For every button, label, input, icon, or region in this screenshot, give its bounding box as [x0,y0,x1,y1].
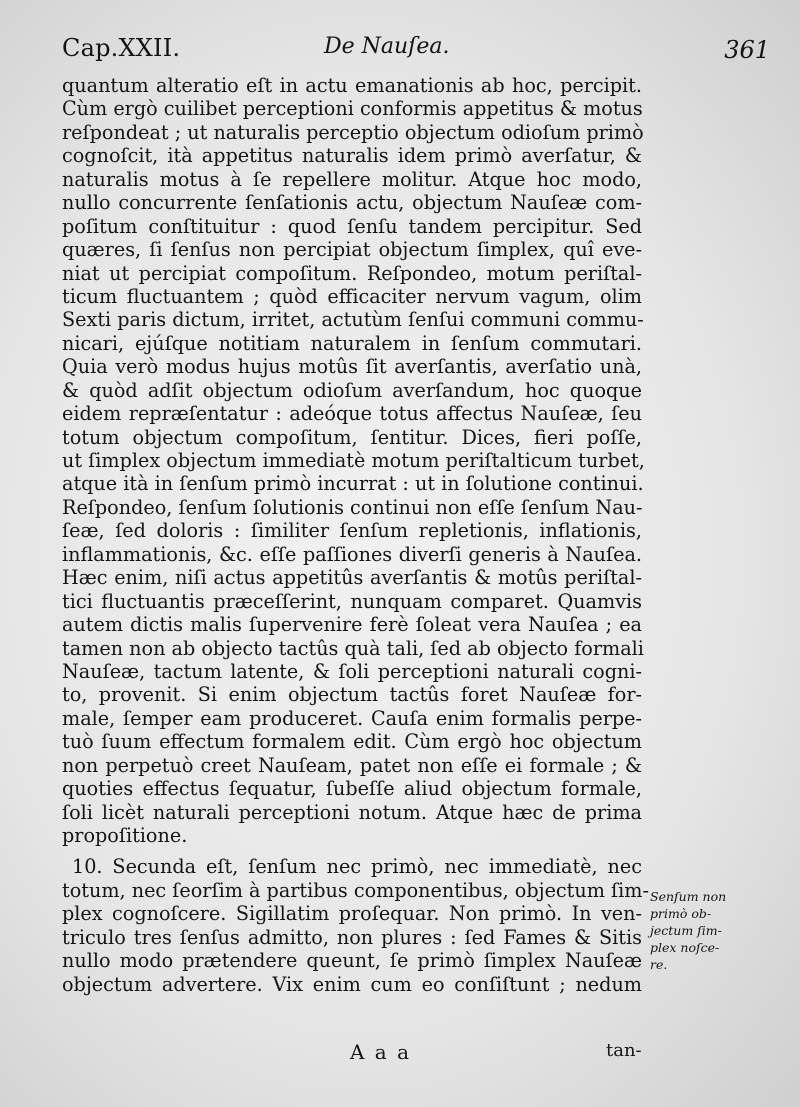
page-header [62,34,792,74]
text-line: quæres, ſi ſenſus non percipiat objectum ſimplex, quî eve- [62,238,642,262]
text-line: 10. Secunda eſt, ſenſum nec primò, nec immediatè, nec [72,855,642,879]
paragraph-2 [62,855,649,996]
text-line: tamen non ab objecto tactûs quà tali, ſed ab objecto formali [62,636,644,660]
text-line: Sexti paris dictum, irritet, actutùm ſenſui communi commu- [62,308,644,332]
text-line: Cùm ergò cuilibet perceptioni conformis appetitus & motus [62,97,643,121]
text-line: atque ità in ſenſum primò incurrat : ut in ſolutione continui. [62,472,644,496]
text-line: Reſpondeo, ſenſum ſolutionis continui non eſſe ſenſum Nau- [62,495,643,519]
text-line: niat ut percipiat compoſitum. Reſpondeo, motum periſtal- [62,261,642,285]
body-text [62,74,649,996]
margin-note-line: primò ob- [650,906,712,921]
text-line: Hæc enim, niſi actus appetitûs averſantis & motûs periſtal- [62,566,642,590]
text-line: plex cognoſcere. Sigillatim proſequar. Non primò. In ven- [62,902,642,926]
margin-note [650,888,760,973]
text-line: totum, nec ſeorſim à partibus componentibus, objectum ſim- [62,878,649,902]
margin-note-line: plex noſce- [650,940,720,955]
margin-note-line: re. [650,957,668,972]
text-line: propoſitione. [62,824,188,847]
signature-mark: A a a [350,1040,412,1064]
text-line: eidem repræſentatur : adeóque totus affectus Nauſeæ, ſeu [62,402,642,426]
text-line: non perpetuò creet Nauſeam, patet non eſſe ei formale ; & [62,753,642,777]
text-line: quantum alteratio eſt in actu emanationis ab hoc, percipit. [62,74,642,97]
catchword: tan- [606,1040,642,1061]
text-line: nicari, ejúſque notitiam naturalem in ſenſum commutari. [62,331,642,355]
text-line: triculo tres ſenſus admitto, non plures : ſed Fames & Sitis [62,925,642,949]
text-line: nullo modo prætendere queunt, ſe primò ſimplex Nauſeæ [62,949,642,973]
page-number: 361 [724,36,770,64]
text-line: ſoli licèt naturali perceptioni notum. Atque hæc de prima [62,800,642,824]
paragraph-1 [62,74,645,847]
text-line: reſpondeat ; ut naturalis perceptio objectum odioſum primò [62,120,644,144]
chapter-heading: Cap.XXII. [62,34,181,62]
text-line: quoties effectus ſequatur, ſubeſſe aliud objectum formale, [62,777,642,801]
text-line: totum objectum compoſitum, ſentitur. Dices, fieri poſſe, [62,425,642,449]
text-line: & quòd adſit objectum odioſum averſandum, hoc quoque [62,378,642,402]
text-line: tici fluctuantis præceſſerint, nunquam comparet. Quamvis [62,589,642,613]
text-line: ut ſimplex objectum immediatè motum periſtalticum turbet, [62,449,645,472]
margin-note-line: jectum ſim- [650,923,722,938]
text-line: objectum advertere. Vix enim cum eo conſiſtunt ; nedum [62,972,642,996]
text-line: ticum fluctuantem ; quòd efficaciter nervum vagum, olim [62,284,642,308]
text-line: Quia verò modus hujus motûs ſit averſantis, averſatio unà, [62,355,642,379]
text-line: Nauſeæ, tactum latente, & ſoli perceptioni naturali cogni- [62,659,642,683]
text-line: naturalis motus à ſe repellere molitur. Atque hoc modo, [62,167,642,191]
text-line: male, ſemper eam produceret. Cauſa enim formalis perpe- [62,706,642,730]
text-line: poſitum conſtituitur : quod ſenſu tandem percipitur. Sed [62,214,642,238]
text-line: autem dictis malis ſupervenire ferè ſoleat vera Nauſea ; ea [62,613,642,637]
margin-note-line: Senſum non [650,889,727,904]
text-line: inflammationis, &c. eſſe paſſiones diverſi generis à Nauſea. [62,542,642,566]
text-line: nullo concurrente ſenſationis actu, objectum Nauſeæ com- [62,191,642,215]
text-line: to, provenit. Si enim objectum tactûs foret Nauſeæ for- [62,683,642,707]
running-title: De Nauſea. [324,34,450,59]
text-line: ſeæ, ſed doloris : ſimiliter ſenſum repletionis, inflationis, [62,519,642,543]
text-line: tuò ſuum effectum formalem edit. Cùm ergò hoc objectum [62,730,642,754]
text-line: cognoſcit, ità appetitus naturalis idem primò averſatur, & [62,144,642,168]
